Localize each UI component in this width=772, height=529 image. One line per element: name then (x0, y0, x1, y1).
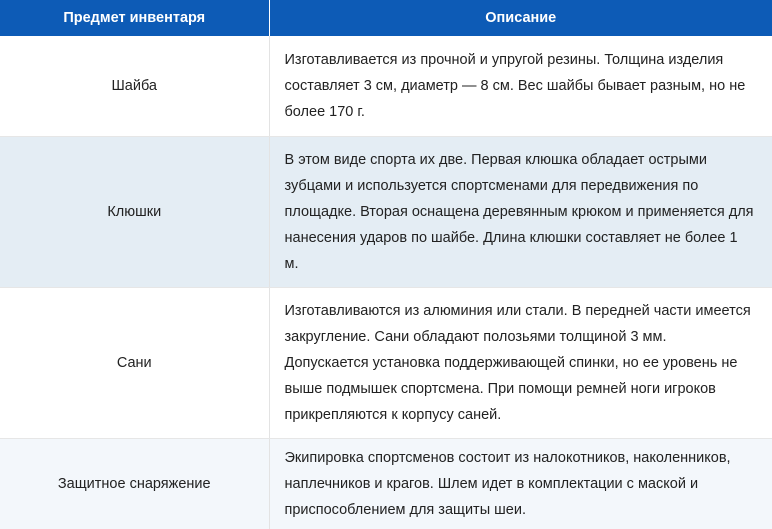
item-cell: Клюшки (0, 136, 269, 287)
table-body (0, 36, 772, 529)
description-cell: Экипировка спортсменов состоит из налокотников, наколенников, наплечников и крагов. Шлем идет в комплектации с маской и приспособлением для защиты шеи. (269, 438, 772, 529)
description-cell: В этом виде спорта их две. Первая клюшка обладает острыми зубцами и используется спортсменами для передвижения по площадке. Вторая оснащена деревянным крюком и применяется для нанесения ударов по шайбе. Длина клюшки составляет не более 1 м. (269, 136, 772, 287)
description-cell: Изготавливается из прочной и упругой резины. Толщина изделия составляет 3 см, диаметр — 8 см. Вес шайбы бывает разным, но не более 170 г. (269, 36, 772, 136)
item-cell: Сани (0, 287, 269, 438)
header-item: Предмет инвентаря (0, 0, 269, 36)
table-row (0, 36, 772, 136)
description-cell: Изготавливаются из алюминия или стали. В передней части имеется закругление. Сани обладают полозьями толщиной 3 мм. Допускается установка поддерживающей спинки, но ее уровень не выше подмышек спортсмена. При помощи ремней ноги игроков прикрепляются к корпусу саней. (269, 287, 772, 438)
table-row (0, 287, 772, 438)
table-row (0, 136, 772, 287)
item-cell: Шайба (0, 36, 269, 136)
header-description: Описание (269, 0, 772, 36)
item-cell: Защитное снаряжение (0, 438, 269, 529)
header-row (0, 0, 772, 36)
table-row (0, 438, 772, 529)
table-header (0, 0, 772, 36)
